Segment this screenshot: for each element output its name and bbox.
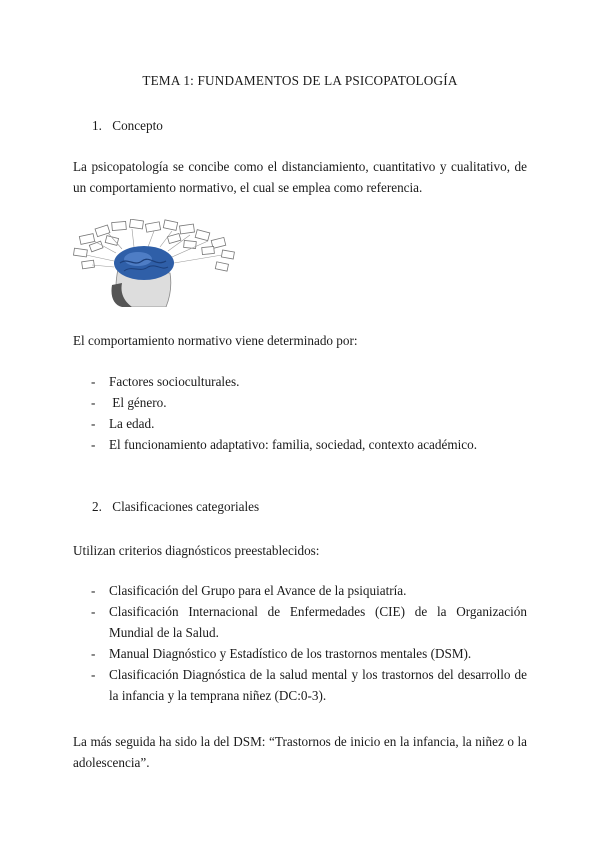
section-2-title: Clasificaciones categoriales	[112, 499, 260, 514]
bullet-dash: -	[91, 437, 96, 452]
list-item: - La edad.	[73, 413, 527, 434]
normative-factors-list	[73, 371, 527, 455]
bullet-dash: -	[91, 374, 96, 389]
list-item: - Factores socioculturales.	[73, 371, 527, 392]
bullet-dash: -	[91, 604, 96, 619]
bullet-dash: -	[91, 583, 96, 598]
closing-paragraph: La más seguida ha sido la del DSM: “Trastornos de inicio en la infancia, la niñez o la adolescencia”.	[73, 734, 527, 770]
normative-intro: El comportamiento normativo viene determinado por:	[73, 333, 358, 348]
list-item: - Clasificación del Grupo para el Avance de la psiquiatría.	[73, 580, 527, 601]
list-item: - El género.	[73, 392, 527, 413]
list-item: - Clasificación Diagnóstica de la salud mental y los trastornos del desarrollo de la infancia y la temprana niñez (DC:0-3).	[73, 664, 527, 706]
section-1-title: Concepto	[112, 118, 163, 133]
list-item: - Manual Diagnóstico y Estadístico de los trastornos mentales (DSM).	[73, 643, 527, 664]
page-title: TEMA 1: FUNDAMENTOS DE LA PSICOPATOLOGÍA	[142, 73, 458, 88]
section-2-heading	[92, 499, 259, 515]
concept-paragraph: La psicopatología se concibe como el distanciamiento, cuantitativo y cualitativo, de un comportamiento normativo, el cual se emplea como referencia.	[73, 159, 527, 195]
classification-list	[73, 580, 527, 706]
brain-illustration	[72, 219, 246, 307]
list-item: - Clasificación Internacional de Enfermedades (CIE) de la Organización Mundial de la Salud.	[73, 601, 527, 643]
list-item: - El funcionamiento adaptativo: familia, sociedad, contexto académico.	[73, 434, 527, 455]
classification-intro: Utilizan criterios diagnósticos preestablecidos:	[73, 543, 320, 558]
bullet-dash: -	[91, 646, 96, 661]
section-1-heading	[92, 118, 163, 134]
bullet-dash: -	[91, 416, 96, 431]
section-1-number: 1.	[92, 118, 102, 133]
section-2-number: 2.	[92, 499, 102, 514]
bullet-dash: -	[91, 395, 96, 410]
bullet-dash: -	[91, 667, 96, 682]
